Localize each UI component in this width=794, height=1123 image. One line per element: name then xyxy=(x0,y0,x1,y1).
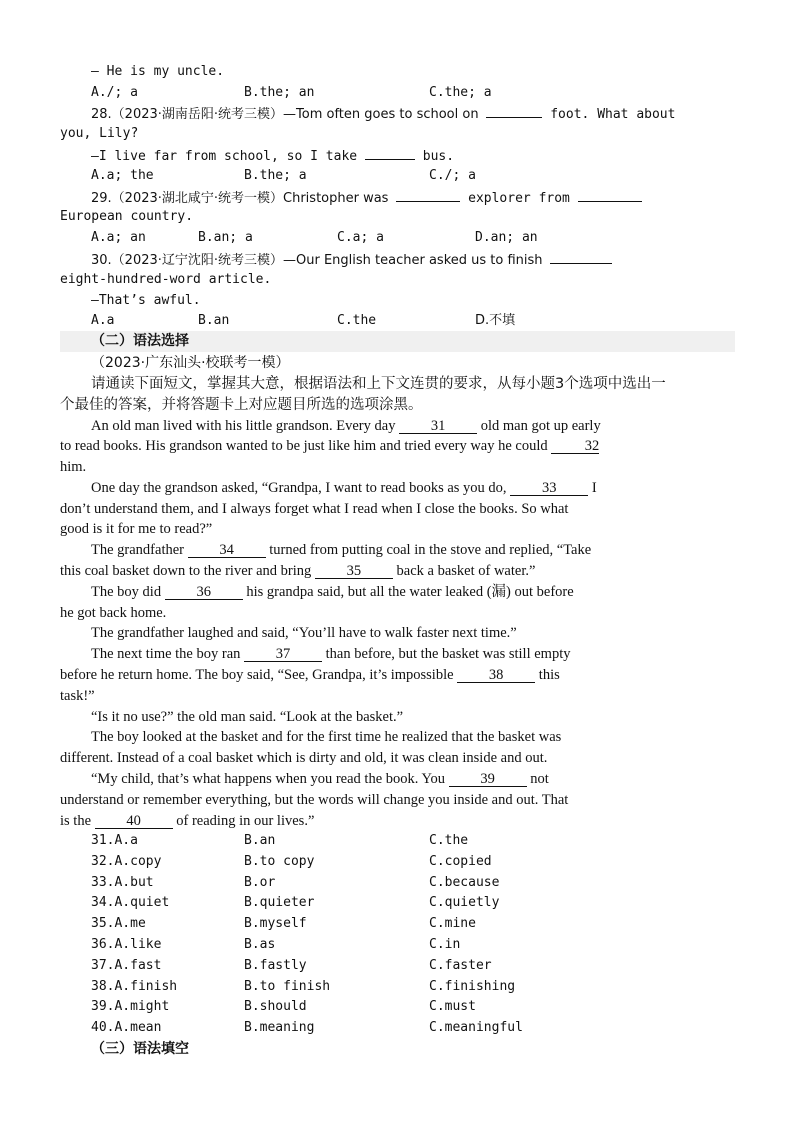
option: 31.A.a xyxy=(91,833,138,848)
option: B.to finish xyxy=(244,978,331,994)
option: C.copied xyxy=(429,853,492,869)
passage-line: “Is it no use?” the old man said. “Look at the basket.” xyxy=(91,709,404,725)
passage-line: The next time the boy ran 37 than before, but the basket was still empty xyxy=(91,646,571,662)
passage-line: he got back home. xyxy=(60,605,167,621)
q30-line-2: eight-hundred-word article. xyxy=(60,272,272,287)
option: C.meaningful xyxy=(429,1020,523,1036)
option: C.the xyxy=(337,313,377,328)
blank-37: 37 xyxy=(244,647,322,662)
options-table xyxy=(91,831,591,1041)
q29-line-2: European country. xyxy=(60,209,194,224)
passage-line: understand or remember everything, but the words will change you inside and out. That xyxy=(60,792,569,808)
option: 38.A.finish xyxy=(91,978,178,994)
blank-35: 35 xyxy=(315,564,393,579)
blank-33: 33 xyxy=(510,481,588,496)
blank xyxy=(550,249,612,264)
blank-34: 34 xyxy=(188,543,266,558)
option: C.mine xyxy=(429,916,476,932)
option: B.to copy xyxy=(244,853,315,869)
option: C.finishing xyxy=(429,978,516,994)
passage-line: before he return home. The boy said, “See, Grandpa, it’s impossible 38 this xyxy=(60,667,560,683)
option: C.in xyxy=(429,937,461,952)
blank-32: 32 xyxy=(551,439,599,454)
option: C.must xyxy=(429,999,476,1015)
instructions-line-2: 个最佳的答案，并将答题卡上对应题目所选的选项涂黑。 xyxy=(60,397,423,413)
option: 33.A.but xyxy=(91,874,154,890)
option: B.as xyxy=(244,937,276,952)
passage-line: task!” xyxy=(60,688,95,704)
blank xyxy=(396,187,460,202)
option: 36.A.like xyxy=(91,937,162,952)
q30-line-1: 30.（2023·辽宁沈阳·统考三模）—Our English teacher asked us to finish xyxy=(91,249,735,272)
passage-source: （2023·广东汕头·校联考一模） xyxy=(91,355,290,371)
passage-line: An old man lived with his little grandson. Every day 31 old man got up early xyxy=(91,418,601,434)
option: C.a; a xyxy=(337,230,384,245)
option: B.quieter xyxy=(244,895,315,911)
section-title: （二）语法选择 xyxy=(91,333,189,349)
option: B.an xyxy=(198,313,230,328)
blank-40: 40 xyxy=(95,814,173,829)
option: D.an; an xyxy=(475,230,538,245)
passage-line: One day the grandson asked, “Grandpa, I want to read books as you do, 33 I xyxy=(91,480,597,496)
option: A.a xyxy=(91,313,115,328)
passage-line: different. Instead of a coal basket which is dirty and old, it was clean inside and out. xyxy=(60,750,548,766)
passage-line: don’t understand them, and I always forget what I read when I close the books. So what xyxy=(60,501,569,517)
option: C.quietly xyxy=(429,895,500,911)
option: D.不填 xyxy=(475,313,516,328)
passage-line: “My child, that’s what happens when you read the book. You 39 not xyxy=(91,771,549,787)
option: A.a; the xyxy=(91,168,154,183)
blank xyxy=(578,187,642,202)
blank-38: 38 xyxy=(457,668,535,683)
instructions-line-1: 请通读下面短文，掌握其大意，根据语法和上下文连贯的要求，从每小题3个选项中选出一 xyxy=(91,376,666,392)
option: C.because xyxy=(429,874,500,890)
option: B.an xyxy=(244,833,276,848)
q28-line-1: 28.（2023·湖南岳阳·统考三模）—Tom often goes to school on foot. What about xyxy=(91,103,735,126)
option: 37.A.fast xyxy=(91,957,162,973)
option: B.should xyxy=(244,999,307,1015)
option: B.the; an xyxy=(244,85,315,100)
option: C.the xyxy=(429,833,469,848)
option: B.or xyxy=(244,874,276,890)
passage-line: this coal basket down to the river and bring 35 back a basket of water.” xyxy=(60,563,536,579)
option: 35.A.me xyxy=(91,916,146,932)
passage-line: The grandfather 34 turned from putting coal in the stove and replied, “Take xyxy=(91,542,592,558)
passage-line: to read books. His grandson wanted to be just like him and tried every way he could 32 xyxy=(60,438,600,454)
blank xyxy=(486,103,542,118)
passage-line: The boy looked at the basket and for the first time he realized that the basket was xyxy=(91,729,562,745)
option: B.fastly xyxy=(244,957,307,973)
blank xyxy=(365,145,415,160)
option: A.a; an xyxy=(91,230,146,245)
option: C.faster xyxy=(429,957,492,973)
option: 34.A.quiet xyxy=(91,895,170,911)
option: C./; a xyxy=(429,168,476,183)
passage-line: good is it for me to read?” xyxy=(60,521,213,537)
option: B.meaning xyxy=(244,1020,315,1036)
section-title: （三）语法填空 xyxy=(91,1041,189,1057)
blank-39: 39 xyxy=(449,772,527,787)
option: A./; a xyxy=(91,85,138,100)
option: 39.A.might xyxy=(91,999,170,1015)
answer-line: — He is my uncle. xyxy=(91,64,225,79)
passage-line: him. xyxy=(60,459,87,475)
option: C.the; a xyxy=(429,85,492,100)
option: B.myself xyxy=(244,916,307,932)
passage-line: is the 40 of reading in our lives.” xyxy=(60,813,315,829)
q30-line-3: —That’s awful. xyxy=(91,293,201,308)
q28-line-2: you, Lily? xyxy=(60,126,139,141)
blank-31: 31 xyxy=(399,419,477,434)
q28-line-3: —I live far from school, so I take bus. xyxy=(91,145,735,168)
option: 40.A.mean xyxy=(91,1020,162,1036)
blank-36: 36 xyxy=(165,585,243,600)
q29-line-1: 29.（2023·湖北咸宁·统考一模）Christopher was explorer from xyxy=(91,187,735,210)
passage-line: The boy did 36 his grandpa said, but all the water leaked (漏) out before xyxy=(91,584,574,600)
option: 32.A.copy xyxy=(91,853,162,869)
passage-line: The grandfather laughed and said, “You’ll have to walk faster next time.” xyxy=(91,625,517,641)
option: B.an; a xyxy=(198,230,253,245)
option: B.the; a xyxy=(244,168,307,183)
